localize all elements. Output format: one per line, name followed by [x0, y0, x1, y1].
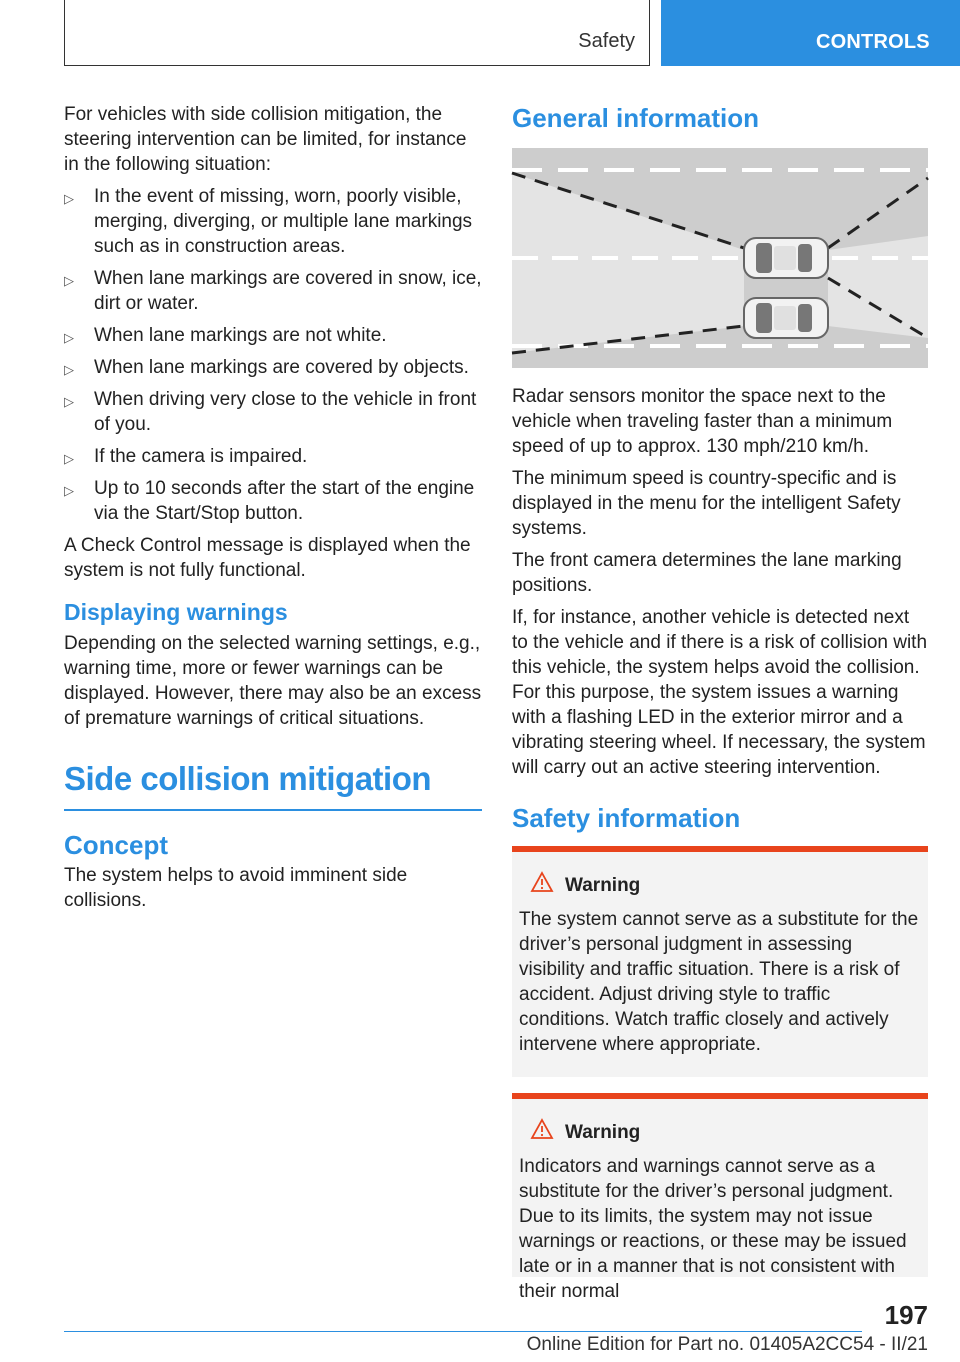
warning-text: The system cannot serve as a substitute for the driver’s personal judgment in assessing visibility and traffic situation. There is a risk of accident. Adjust driving style to traffic conditions. Watch traffic closely and actively intervene where appropriate.	[519, 909, 919, 1055]
displaying-warnings-paragraph: Depending on the selected warning settings, e.g., warning time, more or fewer warnings can be displayed. However, there may also be an excess of premature warnings of critical situations.	[64, 633, 482, 729]
right-column	[512, 102, 928, 1302]
list-item: ▷ In the event of missing, worn, poorly visible, merging, diverging, or multiple lane markings such as in construction areas.	[64, 186, 473, 257]
safety-information-heading: Safety information	[512, 803, 741, 833]
triangle-bullet-icon: ▷	[64, 362, 74, 377]
warning-box	[512, 1093, 928, 1302]
check-control-paragraph: A Check Control message is displayed when the system is not fully functional.	[64, 535, 471, 581]
left-column	[64, 102, 482, 920]
intro-paragraph: For vehicles with side collision mitigation, the steering intervention can be limited, for instance in the following situation:	[64, 104, 467, 175]
general-information-heading: General information	[512, 103, 760, 133]
list-item: ▷ When lane markings are covered in snow, ice, dirt or water.	[64, 268, 482, 314]
footer-edition: Online Edition for Part no. 01405A2CC54 - II/21	[526, 1334, 928, 1355]
warning-title: Warning	[531, 1119, 921, 1146]
lane-illustration	[512, 148, 928, 368]
list-item: ▷ When lane markings are covered by objects.	[64, 355, 482, 380]
triangle-bullet-icon: ▷	[64, 394, 74, 409]
page-number: 197	[884, 1300, 928, 1330]
list-item: ▷ If the camera is impaired.	[64, 444, 482, 469]
warning-triangle-icon	[531, 872, 553, 899]
concept-paragraph: The system helps to avoid imminent side collisions.	[64, 865, 408, 911]
minimum-speed-paragraph: The minimum speed is country-specific and is displayed in the menu for the intelligent Safety systems.	[512, 468, 901, 539]
triangle-bullet-icon: ▷	[64, 191, 74, 206]
collision-paragraph: If, for instance, another vehicle is detected next to the vehicle and if there is a risk of collision with this vehicle, the system helps avoid the collision. For this purpose, the system issues a warning with a flashing LED in the exterior mirror and a vibrating steering wheel. If necessary, the system will carry out an active steering intervention.	[512, 607, 928, 778]
list-item: ▷ Up to 10 seconds after the start of the engine via the Start/Stop button.	[64, 478, 475, 524]
header-chapter-label: CONTROLS	[816, 31, 930, 53]
side-collision-heading: Side collision mitigation	[64, 757, 482, 811]
camera-paragraph: The front camera determines the lane marking positions.	[512, 550, 902, 596]
list-item: ▷ When driving very close to the vehicle in front of you.	[64, 389, 477, 435]
triangle-bullet-icon: ▷	[64, 451, 74, 466]
header-section-label: Safety	[578, 30, 635, 52]
warning-text: Indicators and warnings cannot serve as a substitute for the driver’s personal judgment. Due to its limits, the system may not issue warnings or reactions, or these may be issued late or in a manner that is not consistent with their normal	[519, 1156, 907, 1302]
list-item: ▷ When lane markings are not white.	[64, 323, 482, 348]
triangle-bullet-icon: ▷	[64, 330, 74, 345]
header-section-box	[64, 0, 650, 66]
header-chapter-tab	[661, 0, 960, 66]
triangle-bullet-icon: ▷	[64, 273, 74, 288]
warning-title: Warning	[531, 872, 921, 899]
concept-heading: Concept	[64, 830, 168, 860]
warning-triangle-icon	[531, 1119, 553, 1146]
warning-box	[512, 846, 928, 1077]
footer-rule	[64, 1331, 862, 1332]
triangle-bullet-icon: ▷	[64, 483, 74, 498]
radar-paragraph: Radar sensors monitor the space next to the vehicle when traveling faster than a minimum speed of up to approx. 130 mph/210 km/h.	[512, 386, 893, 457]
displaying-warnings-heading: Displaying warnings	[64, 599, 288, 625]
limitation-list	[64, 184, 482, 526]
